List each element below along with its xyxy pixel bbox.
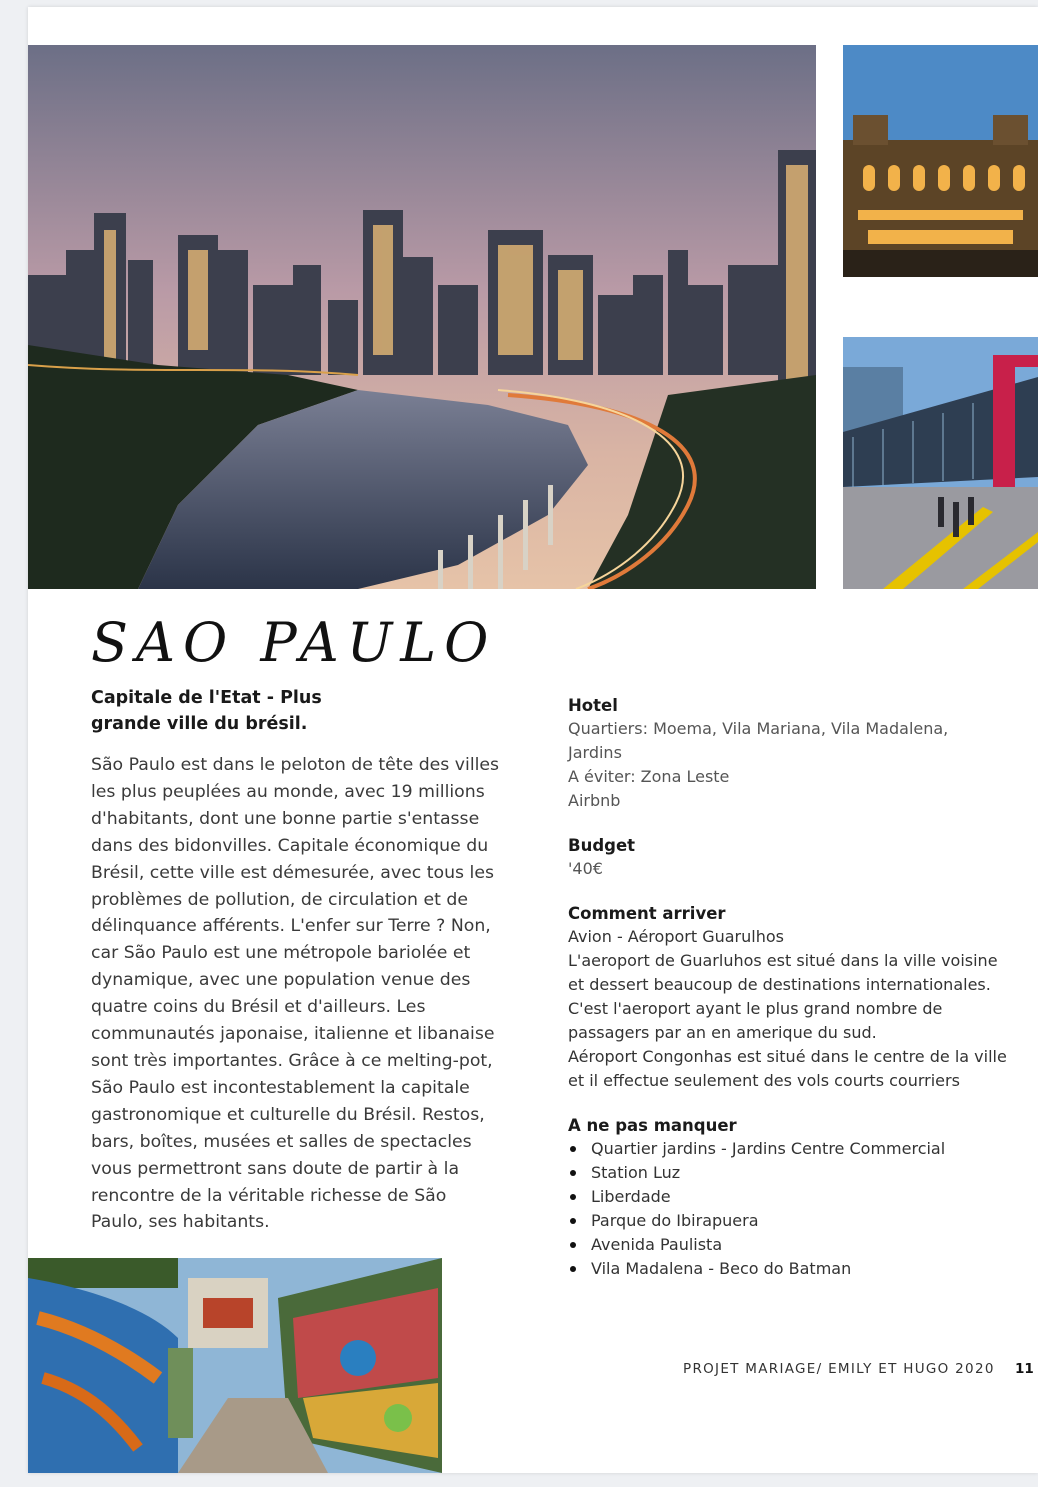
intro-line: d'habitants, dont une bonne partie s'entasse xyxy=(91,808,480,829)
page-title: SAO PAULO xyxy=(91,611,497,674)
hotel-section xyxy=(568,694,1008,813)
intro-line: délinquance afférents. L'enfer sur Terre ? Non, xyxy=(91,916,491,937)
must-see-list xyxy=(568,1137,1008,1281)
intro-line: les plus peuplées au monde, avec 19 millions xyxy=(91,781,485,802)
intro-line: car São Paulo est une métropole bariolée et xyxy=(91,943,471,964)
list-item-label: Vila Madalena - Beco do Batman xyxy=(591,1259,852,1278)
bullet-icon xyxy=(570,1266,576,1272)
budget-section xyxy=(568,834,1008,881)
arrival-line: Avion - Aéroport Guarulhos xyxy=(568,927,784,946)
footer-text: PROJET MARIAGE/ EMILY ET HUGO 2020 xyxy=(683,1361,995,1377)
list-item-label: Station Luz xyxy=(591,1163,681,1182)
arrival-heading: Comment arriver xyxy=(568,904,726,923)
arrival-line: passagers par an en amerique du sud. xyxy=(568,1023,877,1042)
bullet-icon xyxy=(570,1242,576,1248)
arrival-line: et il effectue seulement des vols courts courriers xyxy=(568,1071,960,1090)
list-item-label: Liberdade xyxy=(591,1187,671,1206)
list-item xyxy=(568,1257,1008,1281)
subtitle: Capitale de l'Etat - Plus grande ville du brésil. xyxy=(91,688,322,734)
list-item-label: Quartier jardins - Jardins Centre Commercial xyxy=(591,1139,946,1158)
skyline-photo xyxy=(28,45,816,589)
page-number: 11 xyxy=(1015,1361,1034,1377)
arrival-line: C'est l'aeroport ayant le plus grand nombre de xyxy=(568,999,943,1018)
intro-line: Paulo, ses habitants. xyxy=(91,1212,270,1233)
list-item xyxy=(568,1233,1008,1257)
intro-line: bars, boîtes, musées et salles de spectacles xyxy=(91,1131,472,1152)
bullet-icon xyxy=(570,1146,576,1152)
list-item xyxy=(568,1137,1008,1161)
theatre-photo xyxy=(843,45,1038,277)
intro-line: dynamique, avec une population venue des xyxy=(91,970,471,991)
intro-paragraph xyxy=(91,752,527,1236)
arrival-line: Aéroport Congonhas est situé dans le centre de la ville xyxy=(568,1047,1007,1066)
hotel-heading: Hotel xyxy=(568,696,618,715)
list-item xyxy=(568,1161,1008,1185)
magazine-page xyxy=(28,7,1038,1473)
intro-line: São Paulo est incontestablement la capitale xyxy=(91,1077,470,1098)
masp-museum-photo xyxy=(843,337,1038,589)
arrival-line: et dessert beaucoup de destinations internationales. xyxy=(568,975,991,994)
list-item-label: Avenida Paulista xyxy=(591,1235,723,1254)
intro-line: communautés japonaise, italienne et libanaise xyxy=(91,1024,495,1045)
intro-line: São Paulo est dans le peloton de tête des villes xyxy=(91,755,500,775)
intro-line: quatre coins du Brésil et d'ailleurs. Les xyxy=(91,997,426,1018)
hotel-line: Jardins xyxy=(568,743,622,762)
intro-line: rencontre de la véritable richesse de São xyxy=(91,1185,447,1206)
hotel-line: A éviter: Zona Leste xyxy=(568,767,730,786)
arrival-section xyxy=(568,902,1008,1093)
bullet-icon xyxy=(570,1218,576,1224)
must-see-heading: A ne pas manquer xyxy=(568,1116,737,1135)
intro-line: gastronomique et culturelle du Brésil. Restos, xyxy=(91,1104,485,1125)
bullet-icon xyxy=(570,1170,576,1176)
list-item xyxy=(568,1185,1008,1209)
hotel-line: Airbnb xyxy=(568,791,621,810)
arrival-line: L'aeroport de Guarluhos est situé dans la ville voisine xyxy=(568,951,998,970)
bullet-icon xyxy=(570,1194,576,1200)
list-item xyxy=(568,1209,1008,1233)
budget-heading: Budget xyxy=(568,836,636,855)
graffiti-alley-photo xyxy=(28,1258,442,1473)
intro-line: sont très importantes. Grâce à ce melting-pot, xyxy=(91,1050,493,1071)
must-see-section xyxy=(568,1114,1008,1281)
budget-value: '40€ xyxy=(568,859,603,878)
list-item-label: Parque do Ibirapuera xyxy=(591,1211,759,1230)
intro-line: vous permettront sans doute de partir à la xyxy=(91,1158,460,1179)
intro-line: dans des bidonvilles. Capitale économique du xyxy=(91,835,489,856)
info-column xyxy=(568,694,1008,1302)
hotel-line: Quartiers: Moema, Vila Mariana, Vila Madalena, xyxy=(568,719,949,738)
intro-line: Brésil, cette ville est démesurée, avec tous les xyxy=(91,862,494,883)
intro-line: problèmes de pollution, de circulation et de xyxy=(91,889,468,910)
